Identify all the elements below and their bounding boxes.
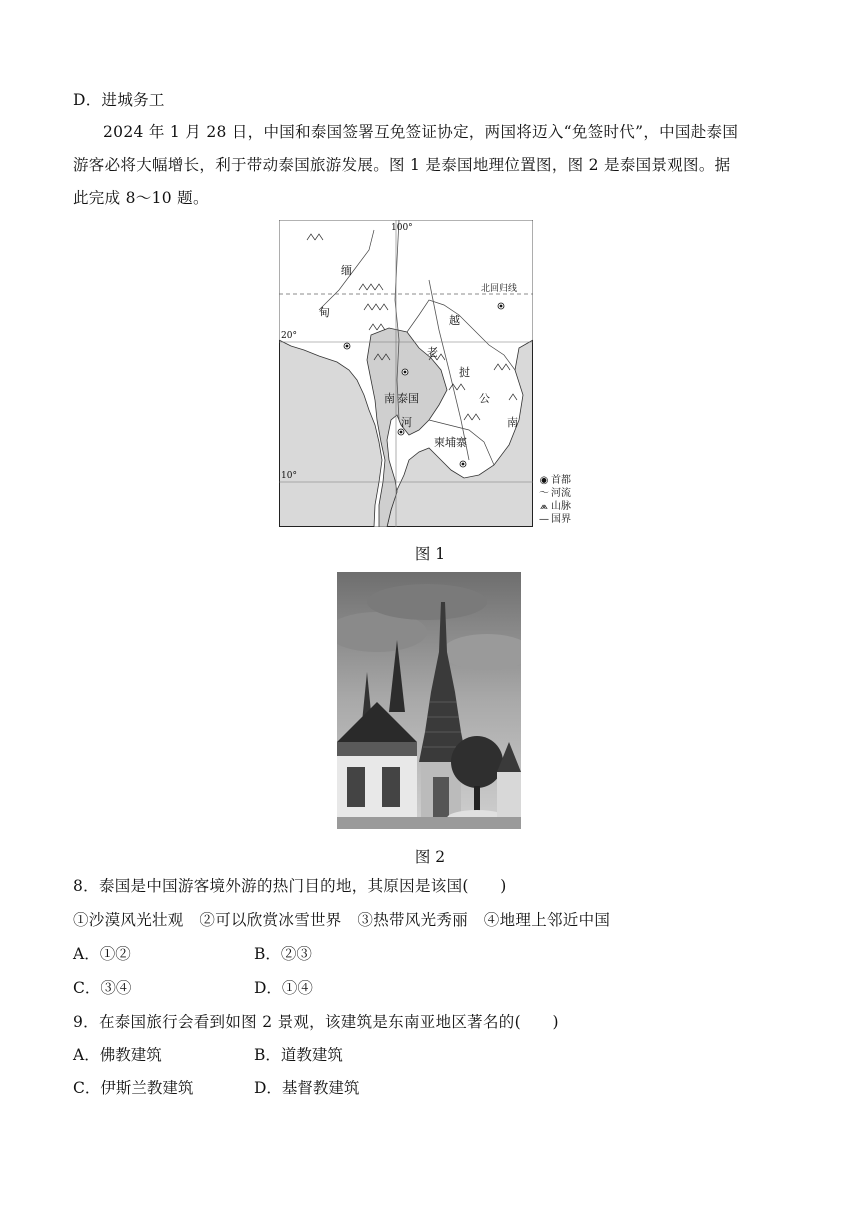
figure-2-caption: 图 2	[414, 848, 446, 866]
river-icon: 〜	[539, 488, 549, 499]
q9-option-c[interactable]: C．伊斯兰教建筑	[73, 1079, 194, 1097]
thai-temple-photo	[337, 572, 521, 829]
lon-label: 100°	[391, 223, 413, 233]
q8-option-d[interactable]: D．①④	[254, 979, 313, 997]
q8-statements: ①沙漠风光壮观 ②可以欣赏冰雪世界 ③热带风光秀丽 ④地理上邻近中国	[73, 911, 611, 929]
country-label-wo: 挝	[459, 366, 470, 379]
tropic-label: 北回归线	[481, 284, 518, 294]
mountain-icon: ⩕	[540, 501, 548, 512]
q9-stem: 9．在泰国旅行会看到如图 2 景观，该建筑是东南亚地区著名的( )	[73, 1013, 559, 1031]
q8-option-c[interactable]: C．③④	[73, 979, 132, 997]
q8-stem: 8．泰国是中国游客境外游的热门目的地，其原因是该国( )	[73, 877, 507, 895]
q9-option-b[interactable]: B．道教建筑	[254, 1046, 343, 1064]
legend-river: 〜 河流	[539, 488, 571, 499]
prev-option-d: D．进城务工	[73, 91, 165, 109]
country-label-yue: 越	[449, 314, 460, 327]
figure-1-caption: 图 1	[414, 545, 446, 563]
intro-line-3: 此完成 8～10 题。	[73, 189, 209, 207]
q8-option-b[interactable]: B．②③	[254, 945, 312, 963]
lat10-label: 10°	[281, 471, 297, 481]
legend-mountain: ⩕ 山脉	[537, 500, 571, 513]
capital-icon: ◉	[539, 475, 549, 486]
country-label-gong: 公	[479, 392, 490, 405]
intro-line-2: 游客必将大幅增长，利于带动泰国旅游发展。图 1 是泰国地理位置图，图 2 是泰国景观图。据	[73, 156, 731, 174]
country-label-cambodia: 柬埔寨	[434, 436, 467, 449]
intro-line-1: 2024 年 1 月 28 日，中国和泰国签署互免签证协定，两国将迈入“免签时代”，中国赴泰国	[103, 123, 739, 141]
country-label-dian: 甸	[319, 306, 330, 319]
legend-capital: ◉ 首都	[537, 474, 571, 487]
q9-option-d[interactable]: D．基督教建筑	[254, 1079, 360, 1097]
border-icon: —	[539, 514, 549, 525]
country-label-he: 河	[401, 416, 412, 429]
lat20-label: 20°	[281, 331, 297, 341]
country-label-thailand: 泰国	[397, 392, 419, 405]
legend-border: — 国界	[539, 514, 571, 525]
thailand-location-map	[279, 220, 533, 527]
q9-option-a[interactable]: A．佛教建筑	[73, 1046, 162, 1064]
country-label-mian: 缅	[341, 264, 352, 277]
country-label-nan: 南	[384, 392, 395, 405]
map-legend	[537, 474, 571, 526]
country-label-lao: 老	[427, 346, 438, 359]
country-label-nan2: 南	[507, 416, 518, 429]
q8-option-a[interactable]: A．①②	[73, 945, 131, 963]
